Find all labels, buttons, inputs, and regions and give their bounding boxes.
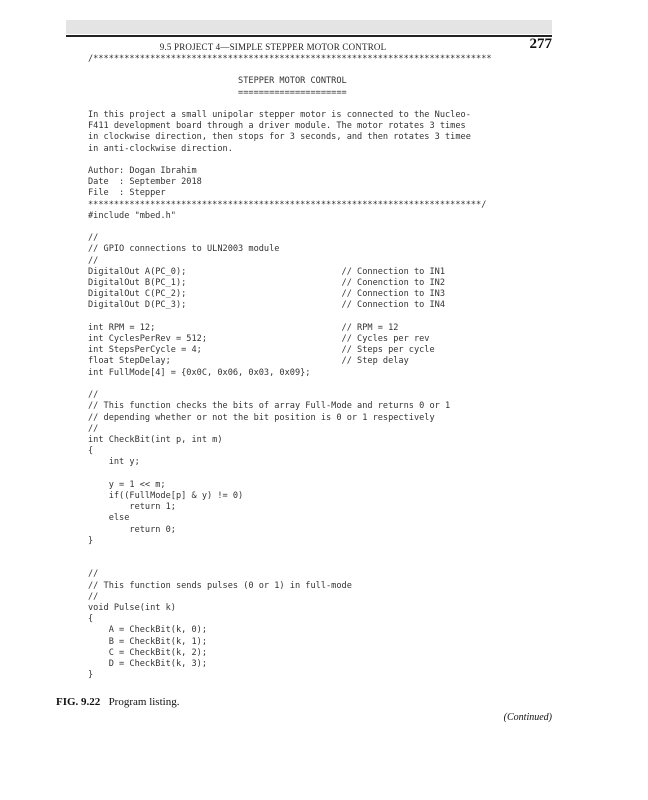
- code-line: D = CheckBit(k, 3);: [88, 658, 207, 669]
- code-line: B = CheckBit(k, 1);: [88, 636, 207, 647]
- continued-note: (Continued): [503, 712, 552, 723]
- code-line: // This function sends pulses (0 or 1) in full-mode: [88, 580, 352, 591]
- code-line: {: [88, 614, 94, 625]
- code-line: ****************************************************************************/: [88, 199, 487, 210]
- code-line: DigitalOut C(PC_2); // Connection to IN3: [88, 289, 445, 300]
- header-band: [66, 20, 552, 34]
- code-line: [88, 469, 558, 480]
- code-line: [88, 379, 558, 390]
- page-number: 277: [529, 36, 552, 52]
- header-rule: [66, 35, 552, 37]
- code-line: //: [88, 233, 99, 244]
- code-line: return 0;: [88, 524, 176, 535]
- code-line: //: [88, 423, 99, 434]
- code-line: in anti-clockwise direction.: [88, 143, 233, 154]
- code-line: //: [88, 390, 99, 401]
- code-line: in clockwise direction, then stops for 3 seconds, and then rotates 3 timee: [88, 132, 471, 143]
- code-line: [88, 65, 558, 76]
- code-line: int StepsPerCycle = 4; // Steps per cycle: [88, 345, 435, 356]
- code-line: DigitalOut D(PC_3); // Connection to IN4: [88, 300, 445, 311]
- figure-caption: [56, 696, 179, 708]
- program-listing: [88, 54, 558, 681]
- code-line: C = CheckBit(k, 2);: [88, 647, 207, 658]
- code-line: DigitalOut A(PC_0); // Connection to IN1: [88, 266, 445, 277]
- code-line: STEPPER MOTOR CONTROL: [88, 76, 347, 87]
- code-line: [88, 155, 558, 166]
- code-line: //: [88, 569, 99, 580]
- code-line: // This function checks the bits of array Full-Mode and returns 0 or 1: [88, 401, 451, 412]
- code-line: //: [88, 255, 99, 266]
- code-line: =====================: [88, 87, 347, 98]
- code-line: float StepDelay; // Step delay: [88, 356, 409, 367]
- code-line: int CyclesPerRev = 512; // Cycles per rev: [88, 334, 430, 345]
- code-line: #include "mbed.h": [88, 210, 176, 221]
- code-line: int FullMode[4] = {0x0C, 0x06, 0x03, 0x09};: [88, 367, 311, 378]
- code-line: Date : September 2018: [88, 177, 202, 188]
- code-line: if((FullMode[p] & y) != 0): [88, 490, 244, 501]
- code-line: }: [88, 670, 94, 681]
- code-line: //: [88, 591, 99, 602]
- figure-label: FIG. 9.22: [56, 696, 101, 708]
- code-line: [88, 558, 558, 569]
- code-line: /*****************************************************************************: [88, 54, 492, 64]
- code-line: [88, 312, 558, 323]
- code-line: void Pulse(int k): [88, 602, 176, 613]
- code-line: In this project a small unipolar stepper motor is connected to the Nucleo-: [88, 110, 471, 121]
- figure-caption-text: Program listing.: [108, 696, 180, 708]
- code-line: [88, 222, 558, 233]
- running-head: 9.5 PROJECT 4—SIMPLE STEPPER MOTOR CONTROL: [159, 42, 387, 52]
- code-line: DigitalOut B(PC_1); // Conenction to IN2: [88, 278, 445, 289]
- code-line: Author: Dogan Ibrahim: [88, 166, 197, 177]
- code-line: return 1;: [88, 502, 176, 513]
- code-line: int y;: [88, 457, 140, 468]
- code-line: [88, 547, 558, 558]
- code-line: File : Stepper: [88, 188, 166, 199]
- code-line: A = CheckBit(k, 0);: [88, 625, 207, 636]
- code-line: F411 development board through a driver module. The motor rotates 3 times: [88, 121, 466, 132]
- code-line: // GPIO connections to ULN2003 module: [88, 244, 280, 255]
- code-line: {: [88, 446, 94, 457]
- code-line: int RPM = 12; // RPM = 12: [88, 322, 399, 333]
- code-line: int CheckBit(int p, int m): [88, 434, 223, 445]
- code-line: [88, 99, 558, 110]
- code-line: else: [88, 513, 130, 524]
- code-line: // depending whether or not the bit position is 0 or 1 respectively: [88, 412, 435, 423]
- code-line: y = 1 << m;: [88, 479, 166, 490]
- code-line: }: [88, 535, 94, 546]
